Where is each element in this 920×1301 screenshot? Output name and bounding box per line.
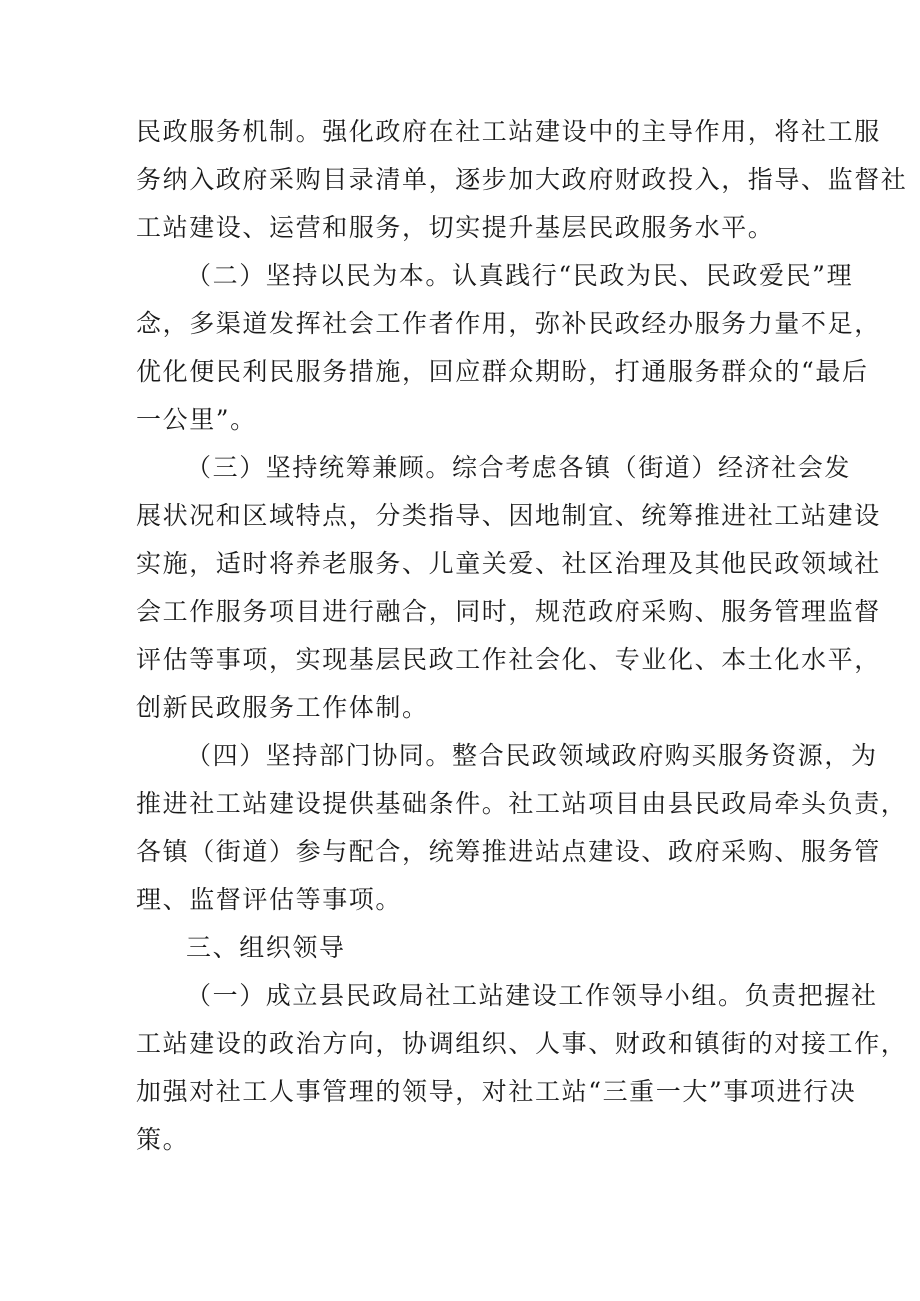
text-line: 民政服务机制。强化政府在社工站建设中的主导作用，将社工服 <box>136 117 881 146</box>
text-line: 加强对社工人事管理的领导，对社工站“三重一大”事项进行决 <box>136 1077 857 1106</box>
paragraph-heading-line: （一）成立县民政局社工站建设工作领导小组。负责把握社 <box>186 981 878 1010</box>
text-line: 一公里”。 <box>136 405 257 434</box>
text-line: 策。 <box>136 1125 190 1154</box>
text-line: 工站建设、运营和服务，切实提升基层民政服务水平。 <box>136 213 775 242</box>
text-line: 会工作服务项目进行融合，同时，规范政府采购、服务管理监督 <box>136 597 881 626</box>
text-line: 工站建设的政治方向，协调组织、人事、财政和镇街的对接工作， <box>136 1029 908 1058</box>
text-line: 推进社工站建设提供基础条件。社工站项目由县民政局牵头负责， <box>136 789 908 818</box>
paragraph-4-heading-line: （四）坚持部门协同。整合民政领域政府购买服务资源，为 <box>186 741 878 770</box>
text-line: 评估等事项，实现基层民政工作社会化、专业化、本土化水平， <box>136 645 881 674</box>
paragraph-2-heading-line: （二）坚持以民为本。认真践行“民政为民、民政爱民”理 <box>186 261 854 290</box>
paragraph-3-heading-line: （三）坚持统筹兼顾。综合考虑各镇（街道）经济社会发 <box>186 453 852 482</box>
section-heading: 三、组织领导 <box>186 933 346 962</box>
text-line: 理、监督评估等事项。 <box>136 885 403 914</box>
text-line: 各镇（街道）参与配合，统筹推进站点建设、政府采购、服务管 <box>136 837 881 866</box>
text-line: 展状况和区域特点，分类指导、因地制宜、统筹推进社工站建设 <box>136 501 881 530</box>
text-line: 创新民政服务工作体制。 <box>136 693 429 722</box>
text-line: 实施，适时将养老服务、儿童关爱、社区治理及其他民政领域社 <box>136 549 881 578</box>
text-line: 务纳入政府采购目录清单，逐步加大政府财政投入，指导、监督社 <box>136 165 908 194</box>
text-line: 念，多渠道发挥社会工作者作用，弥补民政经办服务力量不足， <box>136 309 881 338</box>
text-line: 优化便民利民服务措施，回应群众期盼，打通服务群众的“最后 <box>136 357 869 386</box>
